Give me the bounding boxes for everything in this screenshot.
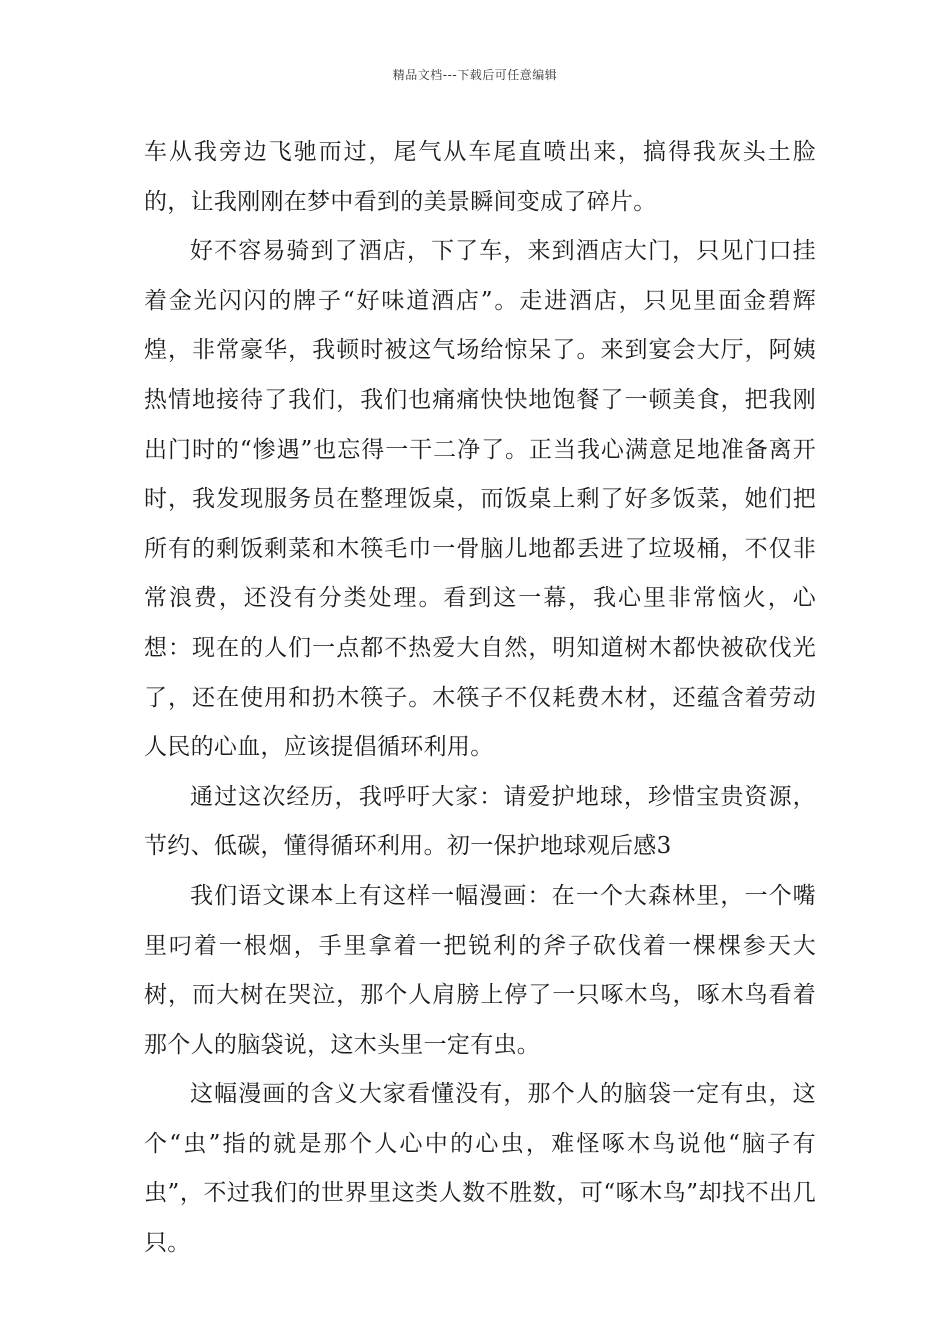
paragraph-5: 这幅漫画的含义大家看懂没有，那个人的脑袋一定有虫，这个“虫”指的就是那个人心中的心虫，难怪啄木鸟说他“脑子有虫”，不过我们的世界里这类人数不胜数，可“啄木鸟”却找不出几只。 xyxy=(144,1081,816,1257)
paragraph-4: 我们语文课本上有这样一幅漫画：在一个大森林里，一个嘴里叼着一根烟，手里拿着一把锐利的斧子砍伐着一棵棵参天大树，而大树在哭泣，那个人肩膀上停了一只啄木鸟，啄木鸟看着那个人的脑袋说，这木头里一定有虫。 xyxy=(144,882,816,1058)
paragraph-2: 好不容易骑到了酒店，下了车，来到酒店大门，只见门口挂着金光闪闪的牌子“好味道酒店”。走进酒店，只见里面金碧辉煌，非常豪华，我顿时被这气场给惊呆了。来到宴会大厅，阿姨热情地接待了我们，我们也痛痛快快地饱餐了一顿美食，把我刚出门时的“惨遇”也忘得一干二净了。正当我心满意足地准备离开时，我发现服务员在整理饭桌，而饭桌上剩了好多饭菜，她们把所有的剩饭剩菜和木筷毛巾一骨脑儿地都丢进了垃圾桶，不仅非常浪费，还没有分类处理。看到这一幕，我心里非常恼火，心想：现在的人们一点都不热爱大自然，明知道树木都快被砍伐光了，还在使用和扔木筷子。木筷子不仅耗费木材，还蕴含着劳动人民的心血，应该提倡循环利用。 xyxy=(144,238,816,761)
paragraph-3: 通过这次经历，我呼吁大家：请爱护地球，珍惜宝贵资源，节约、低碳，懂得循环利用。初一保护地球观后感3 xyxy=(144,783,816,860)
page-header: 精品文档---下载后可任意编辑 xyxy=(392,68,558,82)
document-body xyxy=(144,128,816,1269)
paragraph-1: 车从我旁边飞驰而过，尾气从车尾直喷出来，搞得我灰头土脸的，让我刚刚在梦中看到的美景瞬间变成了碎片。 xyxy=(144,139,816,215)
